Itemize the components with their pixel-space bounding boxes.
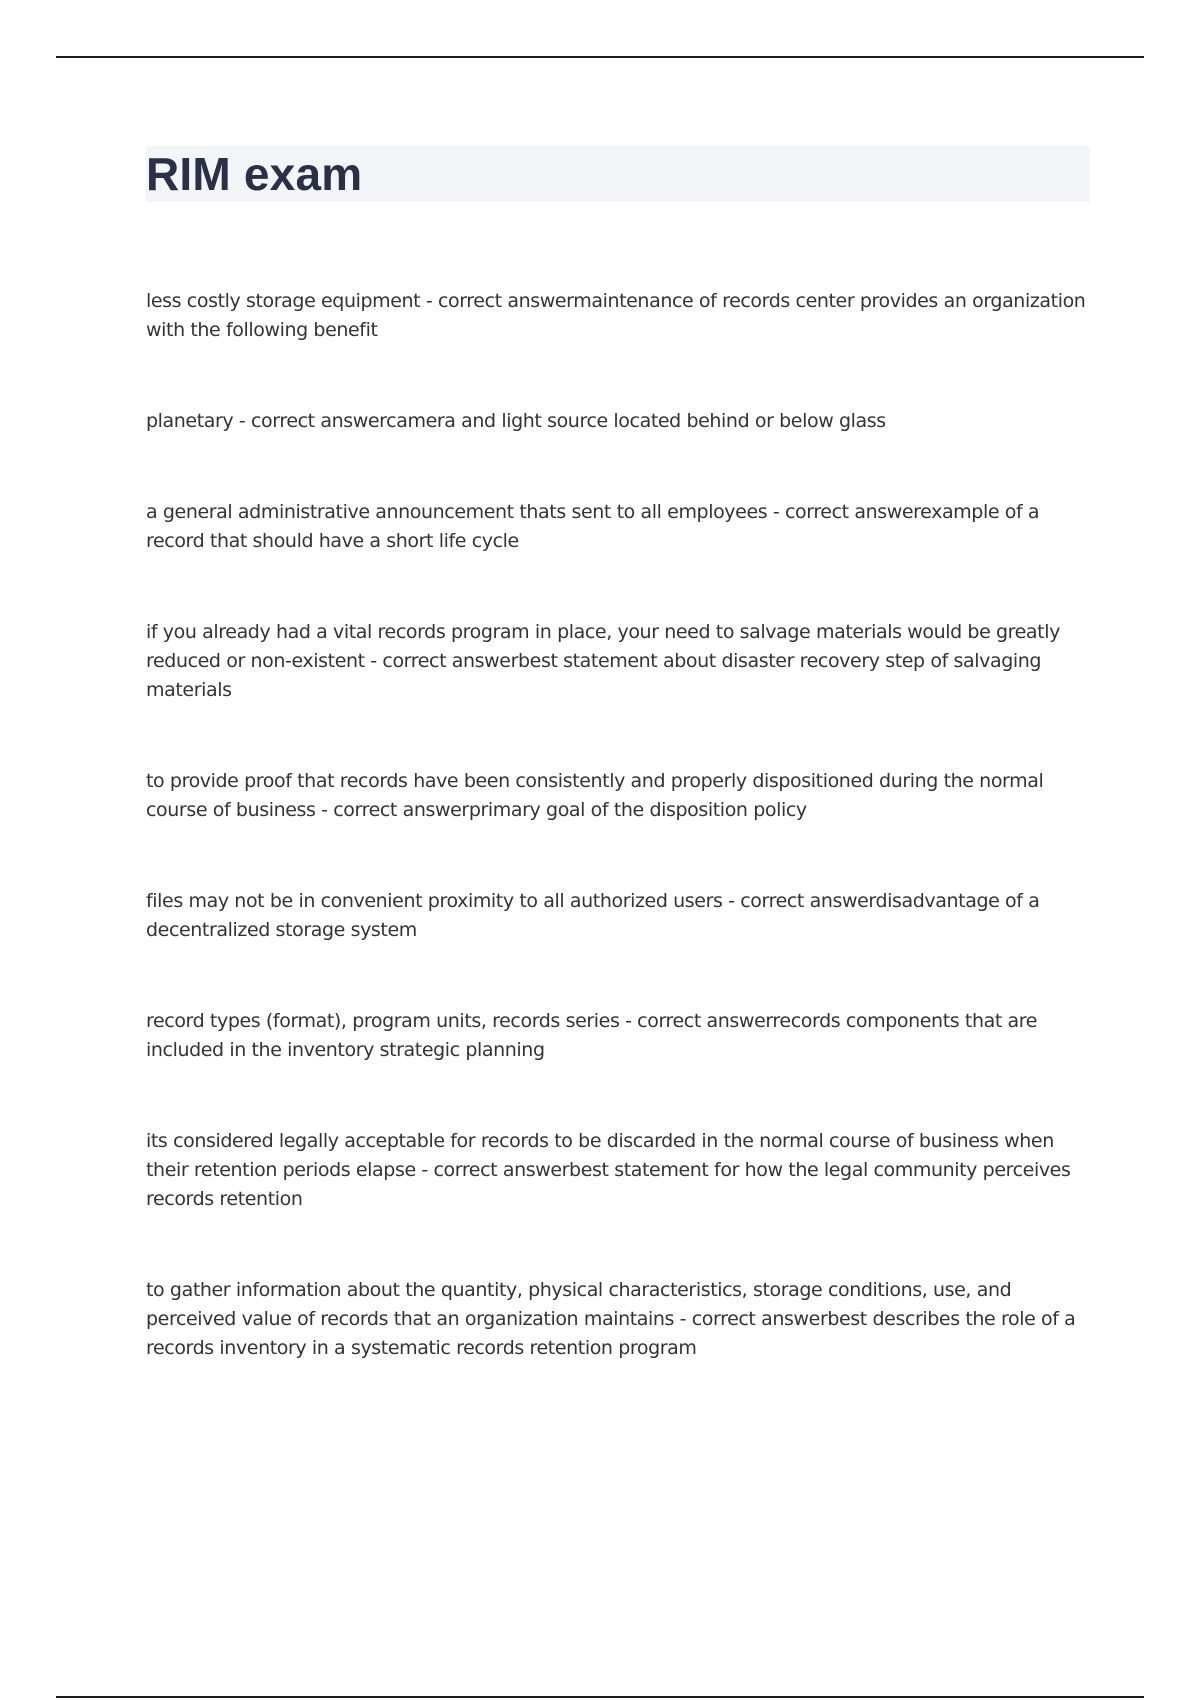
list-item: planetary - correct answercamera and light source located behind or below glass bbox=[146, 410, 886, 432]
list-item: to provide proof that records have been consistently and properly dispositioned during the normal course of business - correct answerprimary goal of the disposition policy bbox=[146, 770, 1044, 821]
list-item: a general administrative announcement thats sent to all employees - correct answerexample of a record that should have a short life cycle bbox=[146, 501, 1040, 552]
list-item: record types (format), program units, records series - correct answerrecords components that are included in the inventory strategic planning bbox=[146, 1010, 1038, 1061]
page-title: RIM exam bbox=[146, 148, 363, 200]
bottom-rule bbox=[56, 1696, 1144, 1698]
list-item: files may not be in convenient proximity to all authorized users - correct answerdisadvantage of a decentralized storage system bbox=[146, 890, 1040, 941]
list-item: less costly storage equipment - correct answermaintenance of records center provides an organization with the following benefit bbox=[146, 290, 1086, 341]
top-rule bbox=[56, 56, 1144, 58]
list-item: if you already had a vital records program in place, your need to salvage materials would be greatly reduced or non-existent - correct answerbest statement about disaster recovery step of salvaging materials bbox=[146, 621, 1060, 701]
list-item: its considered legally acceptable for records to be discarded in the normal course of business when their retention periods elapse - correct answerbest statement for how the legal community perceives records retention bbox=[146, 1130, 1071, 1210]
list-item: to gather information about the quantity, physical characteristics, storage conditions, use, and perceived value of records that an organization maintains - correct answerbest describes the role of a records inventory in a systematic records retention program bbox=[146, 1279, 1076, 1359]
entry-list bbox=[146, 287, 1090, 1425]
